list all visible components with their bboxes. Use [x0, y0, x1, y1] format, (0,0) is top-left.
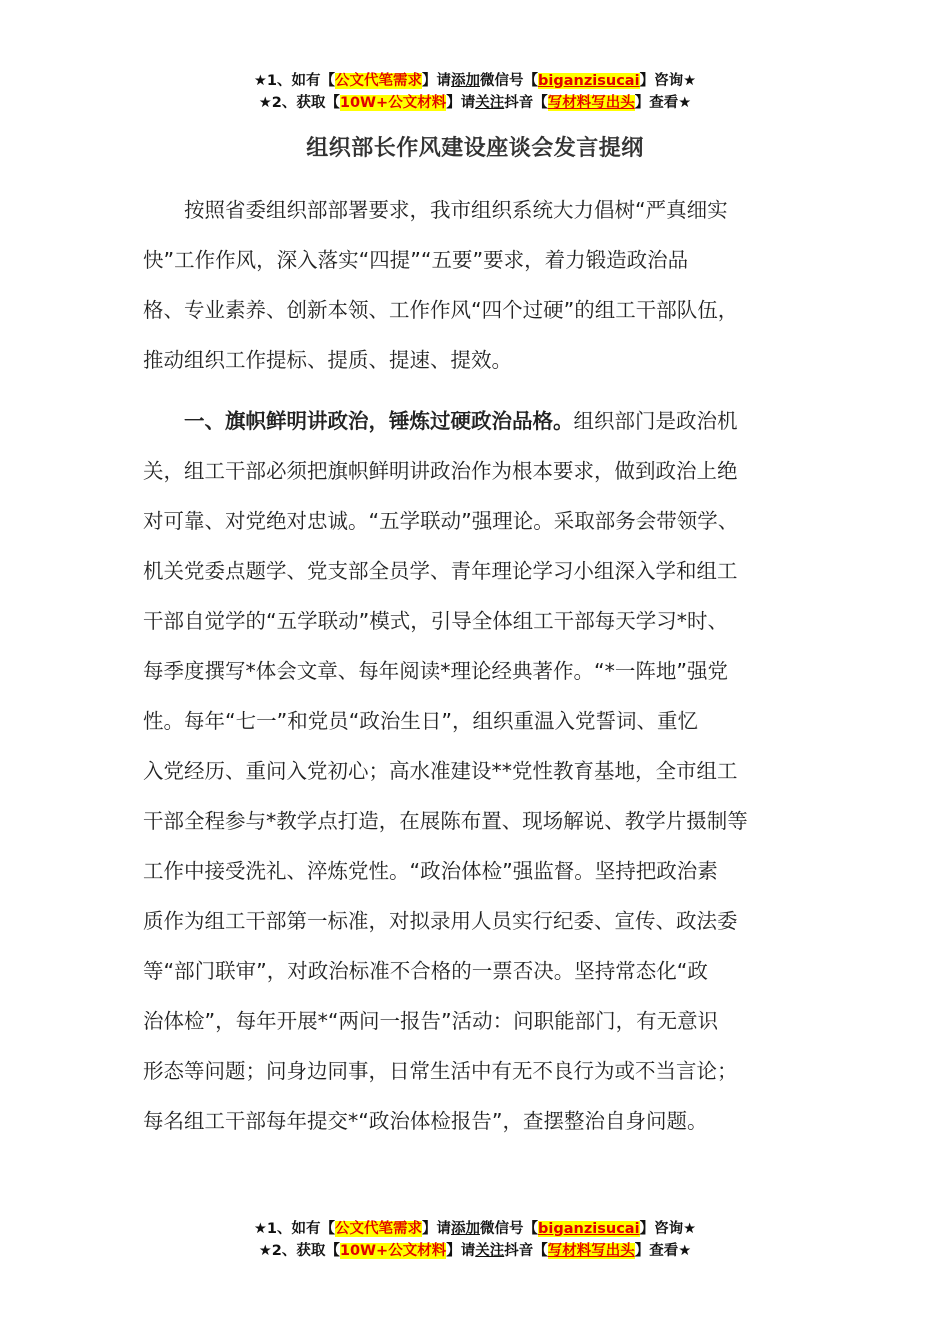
promo-line-2	[0, 92, 950, 114]
section-heading: 一、旗帜鲜明讲政治，锤炼过硬政治品格。	[184, 409, 574, 433]
paragraph-line: 按照省委组织部部署要求，我市组织系统大力倡树“严真细实	[184, 198, 728, 222]
promo-text: ★1、如有【	[253, 73, 336, 89]
promo-text: 】查看★	[634, 95, 692, 111]
paragraph-line: 质作为组工干部第一标准，对拟录用人员实行纪委、宣传、政法委	[143, 909, 738, 933]
paragraph-text: 组织部门是政治机	[573, 409, 738, 433]
promo-text: 微信号【	[480, 1221, 539, 1237]
paragraph-line: 干部自觉学的“五学联动”模式，引导全体组工干部每天学习*时、	[143, 609, 728, 633]
promo-underlined-text: 关注	[475, 1243, 505, 1259]
promo-text: ★1、如有【	[253, 1221, 336, 1237]
promo-underlined-text: 关注	[475, 95, 505, 111]
paragraph-line: 快”工作作风，深入落实“四提”“五要”要求，着力锻造政治品	[143, 248, 689, 272]
promo-wechat-id: biganzisucai	[538, 1221, 640, 1237]
paragraph-line: 机关党委点题学、党支部全员学、青年理论学习小组深入学和组工	[143, 559, 738, 583]
paragraph-line: 每名组工干部每年提交*“政治体检报告”，查摆整治自身问题。	[143, 1109, 708, 1133]
footer-promo-banner	[0, 1218, 950, 1262]
promo-wechat-id: biganzisucai	[538, 73, 640, 89]
promo-douyin-account: 写材料写出头	[547, 1243, 635, 1259]
promo-line-1	[0, 70, 950, 92]
promo-highlight-service: 公文代笔需求	[335, 73, 423, 89]
header-promo-banner	[0, 70, 950, 114]
promo-line-1	[0, 1218, 950, 1240]
promo-text: 】请	[446, 95, 476, 111]
promo-douyin-account: 写材料写出头	[547, 95, 635, 111]
promo-text: 】咨询★	[639, 73, 697, 89]
promo-text: 】查看★	[634, 1243, 692, 1259]
paragraph-line: 工作中接受洗礼、淬炼党性。“政治体检”强监督。坚持把政治素	[143, 859, 718, 883]
promo-text: 抖音【	[504, 1243, 548, 1259]
paragraph-line	[143, 396, 833, 446]
paragraph-line: 格、专业素养、创新本领、工作作风“四个过硬”的组工干部队伍，	[143, 298, 739, 322]
paragraph-line: 等“部门联审”，对政治标准不合格的一票否决。坚持常态化“政	[143, 959, 708, 983]
paragraph-line: 对可靠、对党绝对忠诚。“五学联动”强理论。采取部务会带领学、	[143, 509, 739, 533]
promo-highlight-service: 公文代笔需求	[335, 1221, 423, 1237]
promo-text: ★2、获取【	[258, 95, 340, 111]
paragraph-line: 治体检”，每年开展*“两问一报告”活动：问职能部门，有无意识	[143, 1009, 719, 1033]
promo-text: ★2、获取【	[258, 1243, 340, 1259]
paragraph-line: 推动组织工作提标、提质、提速、提效。	[143, 348, 512, 372]
paragraph-line: 干部全程参与*教学点打造，在展陈布置、现场解说、教学片摄制等	[143, 809, 748, 833]
paragraph-line: 形态等问题；问身边同事，日常生活中有无不良行为或不当言论；	[143, 1059, 738, 1083]
paragraph-line: 入党经历、重问入党初心；高水准建设**党性教育基地，全市组工	[143, 759, 738, 783]
promo-text: 】请	[446, 1243, 476, 1259]
promo-text: 】请	[422, 73, 452, 89]
paragraph-line: 每季度撰写*体会文章、每年阅读*理论经典著作。“*一阵地”强党	[143, 659, 728, 683]
promo-highlight-materials: 10W+公文材料	[339, 1243, 447, 1259]
promo-underlined-text: 添加	[451, 73, 481, 89]
paragraph-line: 关，组工干部必须把旗帜鲜明讲政治作为根本要求，做到政治上绝	[143, 459, 738, 483]
promo-text: 】咨询★	[639, 1221, 697, 1237]
promo-text: 微信号【	[480, 73, 539, 89]
promo-text: 】请	[422, 1221, 452, 1237]
paragraph-section-one	[143, 396, 833, 1146]
promo-highlight-materials: 10W+公文材料	[339, 95, 447, 111]
paragraph-intro	[143, 185, 833, 385]
document-title: 组织部长作风建设座谈会发言提纲	[306, 136, 644, 161]
promo-text: 抖音【	[504, 95, 548, 111]
paragraph-line: 性。每年“七一”和党员“政治生日”，组织重温入党誓词、重忆	[143, 709, 698, 733]
promo-line-2	[0, 1240, 950, 1262]
promo-underlined-text: 添加	[451, 1221, 481, 1237]
